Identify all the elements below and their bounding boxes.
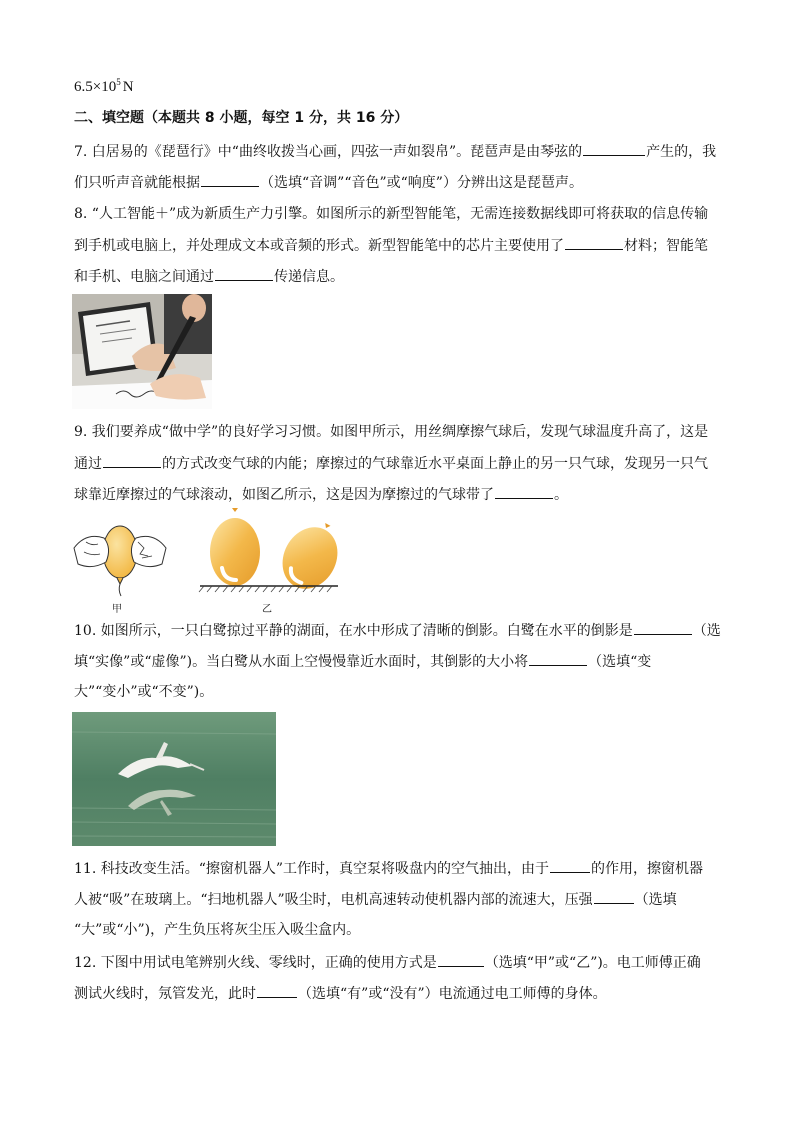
- two-balloons-figure: [198, 506, 340, 596]
- q12-blank-1[interactable]: [438, 952, 484, 967]
- q7-text: 们只听声音就能根据: [74, 175, 200, 191]
- q11-text: 的作用，擦窗机器: [591, 861, 704, 877]
- q9-blank-2[interactable]: [495, 484, 553, 499]
- q11-text: 11. 科技改变生活。“擦窗机器人”工作时，真空泵将吸盘内的空气抽出，由于: [74, 861, 550, 877]
- answer-exponent: 5: [116, 77, 121, 87]
- q10-text: 填“实像”或“虚像”)。当白鹭从水面上空慢慢靠近水面时，其倒影的大小将: [74, 654, 529, 670]
- q9-text: 。: [554, 487, 568, 503]
- previous-answer: [74, 72, 134, 97]
- figure-caption-yi: 乙: [262, 604, 272, 615]
- q11-text: （选填: [634, 892, 677, 908]
- q7-blank-1[interactable]: [583, 141, 645, 156]
- balloon-rubbing-figure: [72, 518, 168, 598]
- q9-text: 通过: [74, 456, 102, 472]
- q11-text: 人被“吸”在玻璃上。“扫地机器人”吸尘时，电机高速转动使机器内部的流速大，压强: [74, 892, 593, 908]
- q11-blank-1[interactable]: [550, 858, 590, 873]
- q9-line-2: [74, 453, 708, 474]
- q12-line-1: [74, 952, 701, 973]
- q9-text: 球靠近摩擦过的气球滚动，如图乙所示，这是因为摩擦过的气球带了: [74, 487, 494, 503]
- q8-text: 材料；智能笔: [624, 238, 708, 254]
- q8-text: 到手机或电脑上，并处理成文本或音频的形式。新型智能笔中的芯片主要使用了: [74, 238, 564, 254]
- smart-pen-illustration: [72, 294, 212, 409]
- q8-blank-1[interactable]: [565, 235, 623, 250]
- q8-line-3: [74, 266, 344, 287]
- q10-line-2: [74, 651, 651, 672]
- egret-photo: [72, 712, 276, 846]
- q7-text: 产生的，我: [646, 144, 717, 160]
- q12-blank-2[interactable]: [257, 983, 297, 998]
- q9-line-3: [74, 484, 568, 505]
- q11-line-2: [74, 889, 677, 910]
- figure-caption-jia: 甲: [112, 604, 122, 615]
- q11-line-1: [74, 858, 703, 879]
- q9-line-1: 9. 我们要养成“做中学”的良好学习习惯。如图甲所示，用丝绸摩擦气球后，发现气球温度升高了，这是: [74, 424, 709, 440]
- q10-text: （选填“变: [588, 654, 652, 670]
- q10-text: 10. 如图所示，一只白鹭掠过平静的湖面，在水中形成了清晰的倒影。白鹭在水平的倒影是: [74, 623, 633, 639]
- q8-text: 和手机、电脑之间通过: [74, 269, 214, 285]
- answer-unit: N: [122, 79, 134, 95]
- q8-blank-2[interactable]: [215, 266, 273, 281]
- q10-text: （选: [692, 623, 721, 639]
- q11-line-3: “大”或“小”)，产生负压将灰尘压入吸尘盒内。: [74, 922, 361, 938]
- answer-mantissa: 6.5×10: [74, 79, 117, 95]
- q10-line-3: 大”“变小”或“不变”)。: [74, 684, 214, 700]
- q11-blank-2[interactable]: [594, 889, 634, 904]
- q12-text: 12. 下图中用试电笔辨别火线、零线时，正确的使用方式是: [74, 955, 437, 971]
- q9-blank-1[interactable]: [103, 453, 161, 468]
- section-title: 二、填空题（本题共 8 小题，每空 1 分，共 16 分）: [74, 110, 409, 126]
- q8-text: 传递信息。: [274, 269, 344, 285]
- q12-text: （选填“有”或“没有”）电流通过电工师傅的身体。: [298, 986, 607, 1002]
- q12-text: （选填“甲”或“乙”)。电工师傅正确: [484, 955, 701, 971]
- q7-line-2: [74, 172, 583, 193]
- balloon-rubbing-illustration: [72, 518, 168, 598]
- q10-blank-1[interactable]: [634, 620, 692, 635]
- two-balloons-illustration: [198, 506, 340, 596]
- q10-blank-2[interactable]: [529, 651, 587, 666]
- q7-text: （选填“音调”“音色”或“响度”）分辨出这是琵琶声。: [260, 175, 583, 191]
- q9-text: 的方式改变气球的内能；摩擦过的气球靠近水平桌面上静止的另一只气球，发现另一只气: [162, 456, 708, 472]
- q7-line-1: [74, 141, 716, 162]
- q8-line-2: [74, 235, 708, 256]
- q7-text: 7. 白居易的《琵琶行》中“曲终收拨当心画，四弦一声如裂帛”。琵琶声是由琴弦的: [74, 144, 583, 160]
- smart-pen-photo: [72, 294, 212, 409]
- q7-blank-2[interactable]: [201, 172, 259, 187]
- egret-illustration: [72, 712, 276, 846]
- q12-line-2: [74, 983, 607, 1004]
- q10-line-1: [74, 620, 721, 641]
- q8-line-1: 8. “人工智能＋”成为新质生产力引擎。如图所示的新型智能笔，无需连接数据线即可将获取的信息传输: [74, 206, 709, 222]
- q12-text: 测试火线时，氖管发光，此时: [74, 986, 256, 1002]
